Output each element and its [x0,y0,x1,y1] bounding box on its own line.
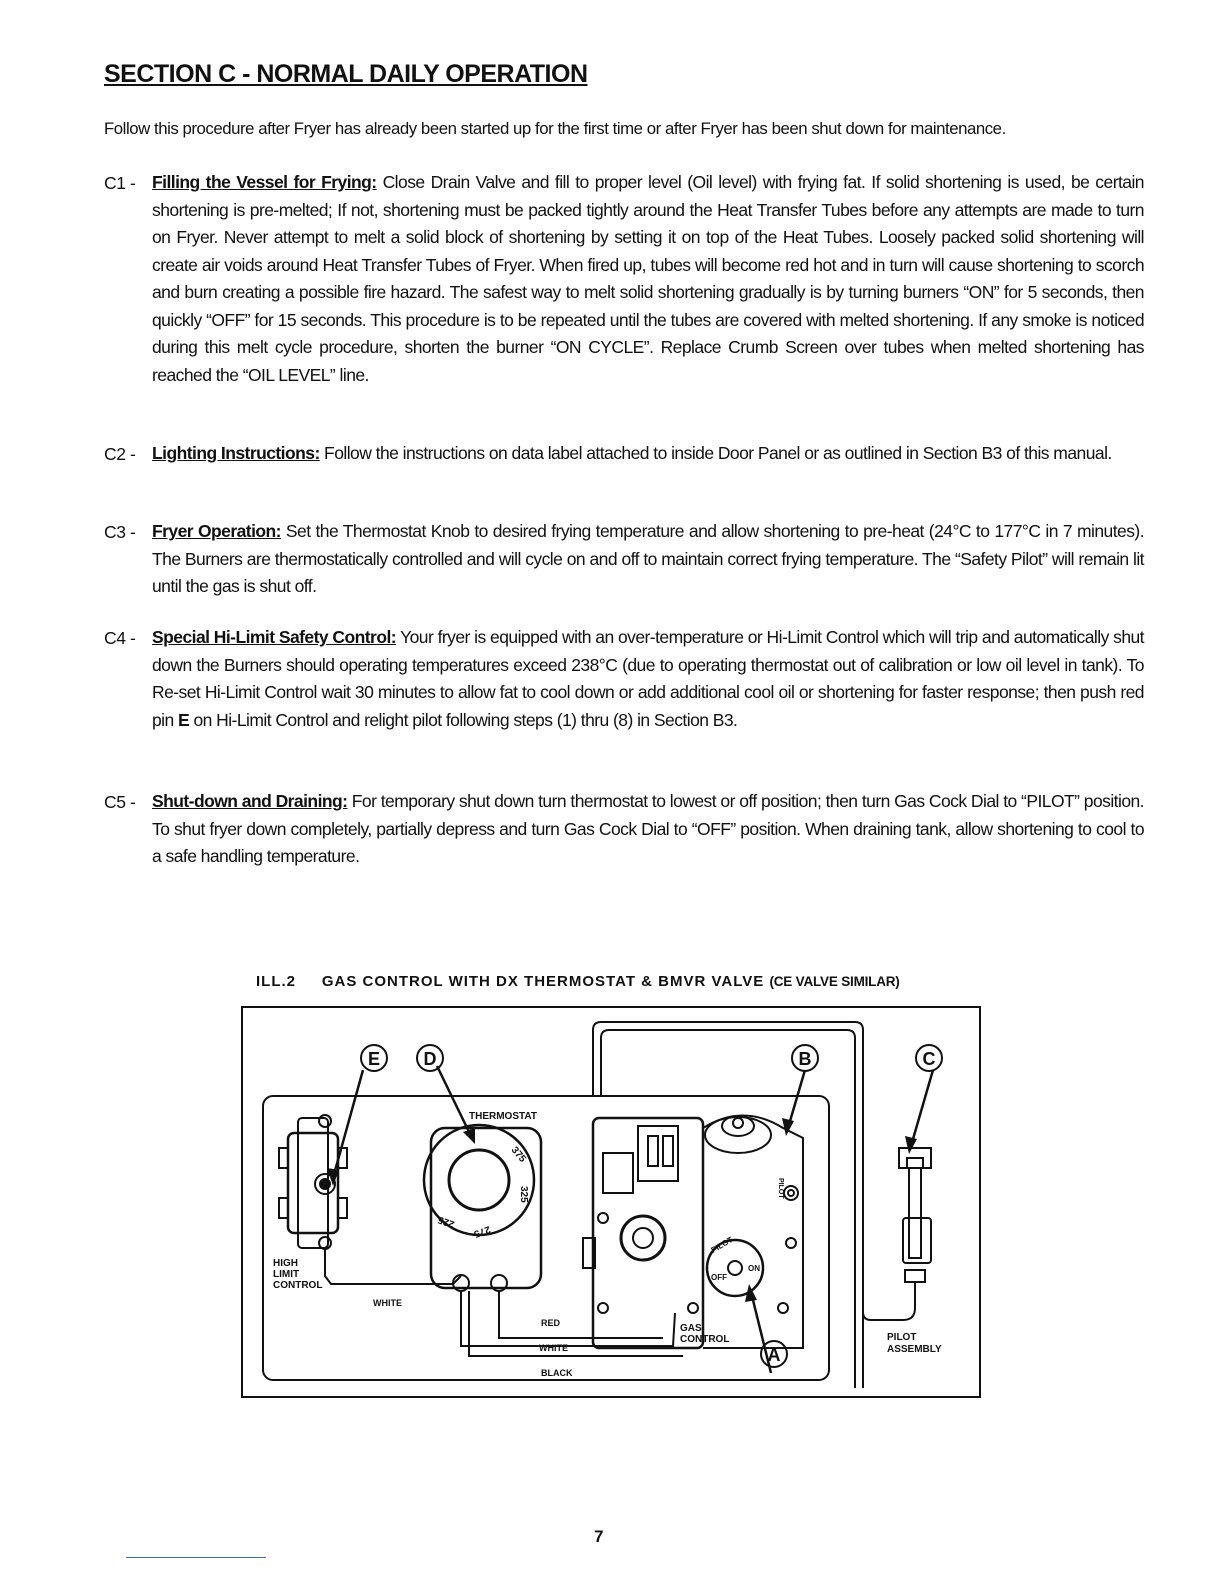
label-off: OFF [711,1273,727,1282]
item-body [152,518,1144,601]
item-body [152,169,1144,389]
pin-letter: E [178,709,190,730]
item-heading: Filling the Vessel for Frying: [152,172,377,192]
caption-note: (CE VALVE SIMILAR) [769,974,900,989]
item-c4 [104,624,1144,734]
hi-limit-control [279,1115,461,1284]
item-number: C2 - [104,444,136,464]
footer-rule [126,1557,266,1558]
item-body [152,440,1144,468]
label-pilot: PILOT [887,1332,917,1343]
item-text: Set the Thermostat Knob to desired frying temperature and allow shortening to pre-heat (24°C to 177°C in 7 minutes). The Burners are thermostatically controlled and will cycle on and off to maintain correct frying temperature. The “Safety Pilot” will remain lit until the gas is shut off. [152,521,1145,596]
intro-paragraph: Follow this procedure after Fryer has already been started up for the first time or after Fryer has been shut down for maintenance. [104,119,1006,138]
label-control: CONTROL [273,1280,323,1291]
label-white-1: WHITE [373,1298,402,1308]
page-number: 7 [594,1527,604,1546]
item-number: C5 - [104,792,136,812]
item-text: Follow the instructions on data label attached to inside Door Panel or as outlined in Section B3 of this manual. [319,443,1112,463]
item-text: Close Drain Valve and fill to proper level (Oil level) with frying fat. If solid shortening is used, be certain shortening is pre-melted; If not, shortening must be packed tightly around the Heat Transfer Tubes before any attempts are made to turn on Fryer. Never attempt to melt a solid block of shortening by setting it on top of the Heat Tubes. Loosely packed solid shortening will create air voids around Heat Transfer Tubes of Fryer. When fired up, tubes will become red hot and in turn will cause shortening to scorch and burn creating a possible fire hazard. The safest way to melt solid shortening gradually is by turning burners “ON” for 5 seconds, then quickly “OFF” for 15 seconds. This procedure is to be repeated until the tubes are covered with melted shortening. If any smoke is noticed during this melt cycle procedure, shorten the burner “ON CYCLE”. Replace Crumb Screen over tubes when melted shortening has reached the “OIL LEVEL” line. [152,172,1144,385]
label-dial-325: 325 [518,1186,529,1203]
label-pilot-side: PILOT [777,1178,784,1199]
gas-control-valve [583,1116,803,1349]
label-white-2: WHITE [539,1343,568,1353]
label-dial-375: 375 [508,1144,528,1165]
label-thermostat: THERMOSTAT [469,1111,537,1122]
item-body [152,788,1144,871]
label-dial-225: 225 [436,1213,457,1230]
item-c5 [104,788,1144,871]
callout-c: C [922,1049,936,1069]
callout-d: D [423,1049,437,1069]
item-heading: Lighting Instructions: [152,443,320,463]
item-heading: Shut-down and Draining: [152,791,348,811]
gas-control-diagram [241,1006,981,1398]
label-on: ON [748,1264,760,1273]
label-pilot-dial: PILOT [709,1235,735,1255]
label-gas: GAS [680,1323,702,1334]
diagram-svg [243,1008,983,1400]
pilot-assembly [863,1148,931,1320]
label-black: BLACK [541,1368,573,1378]
item-c1 [104,169,1144,389]
caption-main: ILL.2 GAS CONTROL WITH DX THERMOSTAT & BMVR VALVE [256,973,765,990]
label-assembly: ASSEMBLY [887,1344,942,1355]
callout-e: E [367,1049,381,1069]
item-c3 [104,518,1144,601]
figure-caption [256,973,900,990]
item-number: C4 - [104,628,136,648]
item-text: Your fryer is equipped with an over-temperature or Hi-Limit Control which will trip and automatically shut down the Burners should operating temperatures exceed 238°C (due to operating thermostat out of calibration or low oil level in tank). To Re-set Hi-Limit Control wait 30 minutes to allow fat to cool down or add additional cool oil or shortening for faster response; then push red pin [152,627,1144,730]
section-title: SECTION C - NORMAL DAILY OPERATION [104,60,588,88]
label-red: RED [541,1318,561,1328]
label-limit: LIMIT [273,1269,300,1280]
callout-b: B [798,1049,812,1069]
item-body [152,624,1144,734]
label-dial-275: 275 [472,1223,492,1240]
label-high: HIGH [273,1258,298,1269]
item-number: C1 - [104,173,136,193]
item-text: For temporary shut down turn thermostat to lowest or off position; then turn Gas Cock Dial to “PILOT” position. To shut fryer down completely, partially depress and turn Gas Cock Dial to “OFF” position. When draining tank, allow shortening to cool to a safe handling temperature. [152,791,1144,866]
item-heading: Special Hi-Limit Safety Control: [152,627,397,647]
item-number: C3 - [104,522,136,542]
item-heading: Fryer Operation: [152,521,281,541]
item-text-end: on Hi-Limit Control and relight pilot following steps (1) thru (8) in Section B3. [189,709,738,730]
item-c2 [104,440,1144,468]
callout-a: A [767,1345,781,1365]
label-gas-control: CONTROL [680,1334,730,1345]
